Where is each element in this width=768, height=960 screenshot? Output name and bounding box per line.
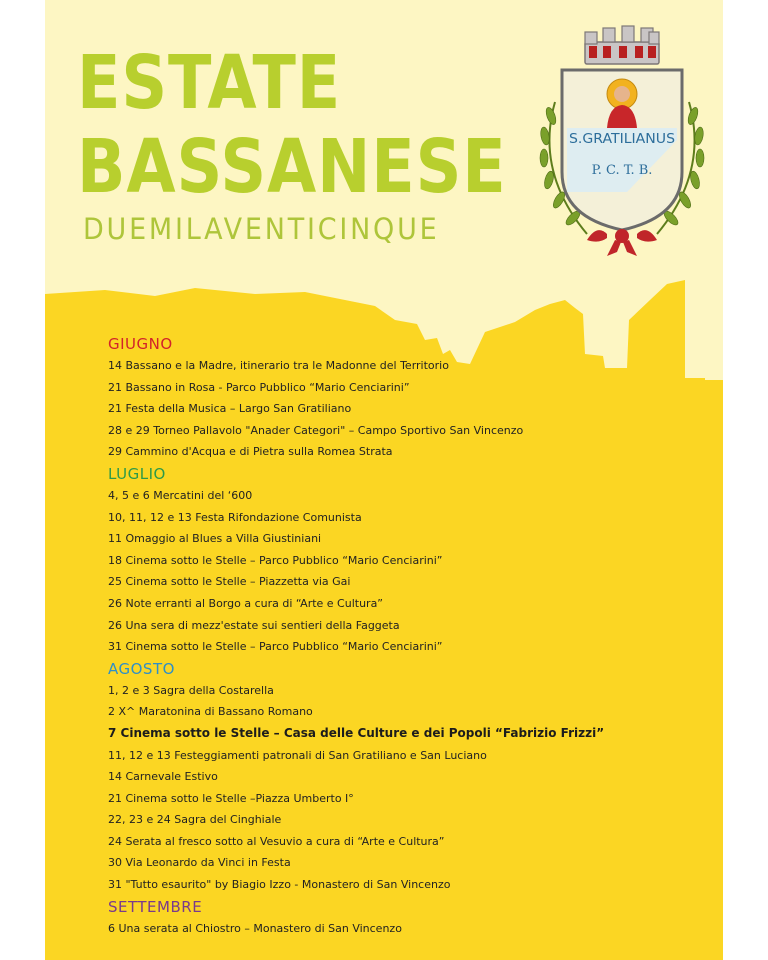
event-item: 26 Note erranti al Borgo a cura di “Arte e Cultura” (108, 596, 384, 610)
event-item: 21 Festa della Musica – Largo San Gratiliano (108, 402, 352, 416)
event-item: 14 Bassano e la Madre, itinerario tra le Madonne del Territorio (108, 359, 449, 372)
event-item: 26 Una sera di mezz'estate sui sentieri della Faggeta (108, 618, 400, 632)
event-item: 31 Cinema sotto le Stelle – Parco Pubblico “Mario Cenciarini” (108, 640, 443, 654)
month-heading-giugno: GIUGNO (108, 335, 173, 353)
event-item: 10, 11, 12 e 13 Festa Rifondazione Comunista (108, 510, 362, 524)
event-item: 2 X^ Maratonina di Bassano Romano (108, 705, 313, 719)
event-item: 29 Cammino d'Acqua e di Pietra sulla Romea Strata (108, 445, 393, 459)
event-item: 11, 12 e 13 Festeggiamenti patronali di San Gratiliano e San Luciano (108, 748, 487, 762)
event-item: 6 Una serata al Chiostro – Monastero di San Vincenzo (108, 921, 402, 935)
saint-figure-icon (607, 79, 637, 128)
event-item: 1, 2 e 3 Sagra della Costarella (108, 683, 274, 697)
event-item: 25 Cinema sotto le Stelle – Piazzetta via Gai (108, 575, 351, 589)
title-bassanese: BASSANESE (77, 124, 507, 210)
event-item: 22, 23 e 24 Sagra del Cinghiale (108, 813, 282, 827)
poster (45, 0, 723, 960)
event-item: 14 Carnevale Estivo (108, 770, 218, 784)
event-item: 28 e 29 Torneo Pallavolo "Anader Categori" – Campo Sportivo San Vincenzo (108, 423, 524, 437)
municipal-crest-logo (527, 12, 717, 257)
event-item: 21 Cinema sotto le Stelle –Piazza Umberto I° (108, 791, 354, 805)
event-item: 31 "Tutto esaurito" by Biagio Izzo - Monastero di San Vincenzo (108, 878, 451, 892)
month-heading-luglio: LUGLIO (108, 464, 166, 483)
event-item: 7 Cinema sotto le Stelle – Casa delle Culture e dei Popoli “Fabrizio Frizzi” (108, 725, 605, 740)
event-schedule (108, 333, 708, 939)
crest-banner-text: S.GRATILIANUS (569, 131, 675, 147)
event-item: 21 Bassano in Rosa - Parco Pubblico “Mario Cenciarini” (108, 380, 410, 394)
subtitle-year: DUEMILAVENTICINQUE (83, 212, 440, 246)
event-item: 30 Via Leonardo da Vinci in Festa (108, 856, 291, 870)
month-heading-agosto: AGOSTO (108, 659, 175, 678)
event-item: 11 Omaggio al Blues a Villa Giustiniani (108, 532, 322, 546)
crest-letters: P. C. T. B. (591, 163, 653, 178)
crown-icon (585, 26, 659, 64)
event-item: 18 Cinema sotto le Stelle – Parco Pubblico “Mario Cenciarini” (108, 553, 443, 567)
month-heading-settembre: SETTEMBRE (108, 897, 203, 916)
title-estate: ESTATE (77, 40, 342, 126)
event-item: 24 Serata al fresco sotto al Vesuvio a cura di “Arte e Cultura” (108, 834, 445, 848)
event-item: 4, 5 e 6 Mercatini del ‘600 (108, 488, 253, 502)
ribbon-bow-icon (587, 229, 657, 256)
